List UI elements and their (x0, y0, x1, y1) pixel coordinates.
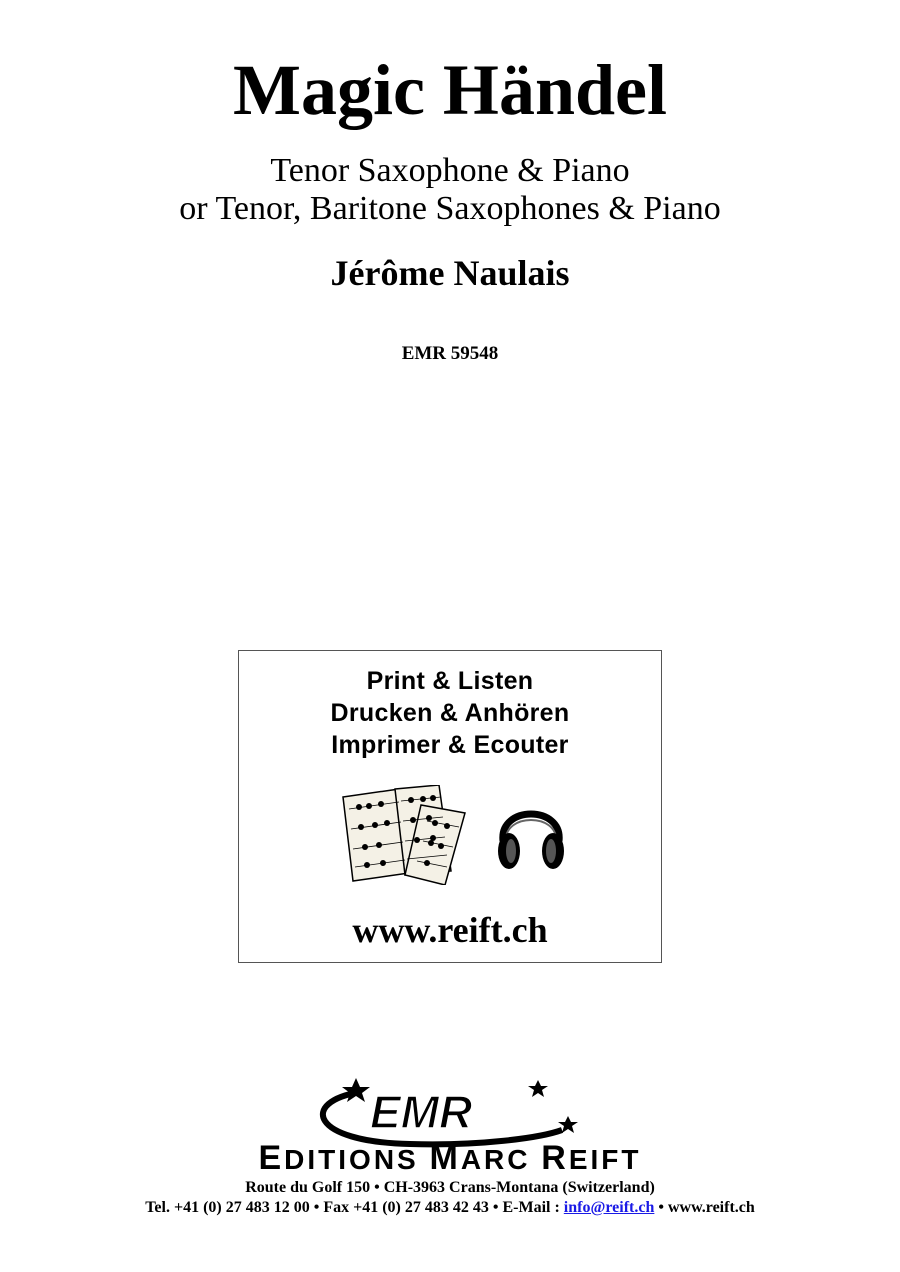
box-line-german: Drucken & Anhören (330, 699, 570, 727)
subtitle-line-1: Tenor Saxophone & Piano (270, 152, 630, 189)
contact-phone-fax: Tel. +41 (0) 27 483 12 00 • Fax +41 (0) 27 483 42 43 • E-Mail : (145, 1199, 564, 1216)
svg-text:EMR: EMR (370, 1086, 473, 1138)
contact-website: • www.reift.ch (654, 1199, 755, 1216)
publisher-address: Route du Golf 150 • CH-3963 Crans-Montana (Switzerland) (245, 1179, 655, 1196)
box-website-link[interactable]: www.reift.ch (352, 910, 548, 950)
composer-name: Jérôme Naulais (330, 253, 570, 293)
catalog-number: EMR 59548 (401, 343, 499, 364)
publisher-name-part: M (429, 1139, 461, 1177)
box-line-english: Print & Listen (366, 667, 534, 695)
publisher-name-part: E (258, 1139, 285, 1177)
publisher-name-part: R (541, 1139, 569, 1177)
sheet-music-icon (339, 785, 469, 885)
publisher-name-part: ARC (460, 1144, 542, 1175)
title: Magic Händel (233, 50, 667, 130)
headphones-icon (495, 791, 567, 873)
publisher-name-part: EIFT (568, 1144, 642, 1175)
publisher-contact (0, 1198, 900, 1218)
publisher-name-part: DITIONS (284, 1144, 430, 1175)
subtitle-line-2: or Tenor, Baritone Saxophones & Piano (179, 190, 721, 227)
email-link[interactable]: info@reift.ch (563, 1199, 655, 1216)
publisher-name (0, 1139, 900, 1177)
box-line-french: Imprimer & Ecouter (331, 731, 569, 759)
print-listen-box (238, 650, 662, 963)
